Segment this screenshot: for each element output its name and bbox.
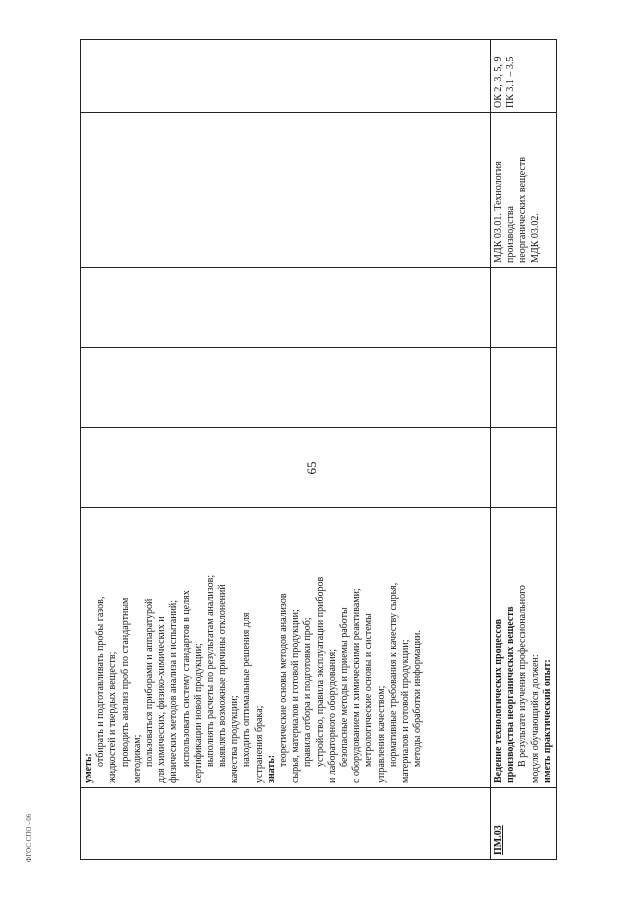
content-line: управления качеством; (375, 685, 387, 783)
content-line: проводить анализ проб по стандартным (119, 597, 131, 767)
footer-code: ФГОС СПО - 06 (25, 813, 33, 863)
cell-empty-3-upper (81, 428, 491, 508)
upper-content-lines (83, 512, 424, 783)
content-line: отбирать и подготавливать пробы газов, (95, 596, 107, 767)
mdk-line: производства (505, 206, 517, 263)
cell-content-upper (81, 508, 491, 788)
content-line: иметь практический опыт: (541, 659, 553, 783)
cell-mdk-upper (81, 113, 491, 268)
content-line: находить оптимальные решения для (241, 612, 253, 767)
content-line: безопасные методы и приемы работы (338, 607, 350, 767)
content-line: и лабораторного оборудования; (326, 648, 338, 783)
content-line: пользоваться приборами и аппаратурой (143, 598, 155, 767)
content-line: нормативные требования к качеству сырья, (387, 582, 399, 767)
cell-empty-4-upper (81, 348, 491, 428)
content-line: выявлять возможные причины отклонений (217, 584, 229, 767)
mdk-line: МДК 03.01. Технология (493, 161, 504, 263)
cell-competencies-lower (491, 40, 557, 113)
mdk-line: неорганических веществ (517, 157, 529, 263)
cell-content-lower (491, 508, 557, 788)
cell-competencies-upper (81, 40, 491, 113)
content-line: устранения брака; (253, 705, 265, 783)
content-line: сертификации новой продукции; (192, 643, 204, 783)
content-line: производства неорганических веществ (505, 606, 517, 783)
content-line: теоретические основы методов анализов (278, 593, 289, 767)
content-line: Ведение технологических процессов (493, 619, 504, 783)
cell-code-upper (81, 788, 491, 860)
module-code: ПМ.03 (493, 825, 504, 855)
table-row-upper (81, 40, 491, 860)
cell-mdk-lower (491, 113, 557, 268)
content-line: жидкостей и твердых веществ; (107, 651, 119, 783)
content-line: с оборудованием и химическими реактивами; (351, 588, 363, 783)
content-line: уметь: (83, 753, 94, 783)
content-line: использовать систему стандартов в целях (180, 590, 192, 767)
content-line: В результате изучения профессионального (517, 585, 529, 767)
cell-empty-5-upper (81, 268, 491, 348)
cell-empty-5-lower (491, 268, 557, 348)
cell-empty-4-lower (491, 348, 557, 428)
content-line: методикам; (131, 734, 143, 783)
content-line: правила отбора и подготовки проб; (302, 617, 314, 767)
content-line: материалов и готовой продукции; (399, 639, 411, 783)
content-line: качества продукции; (229, 695, 241, 783)
content-line: физических методов анализа и испытаний; (168, 599, 180, 783)
lower-content-lines (493, 512, 554, 783)
content-line: для химических, физико-химических и (156, 616, 168, 783)
rotated-table-container (80, 40, 553, 860)
content-line: сырья, материалов и готовой продукции; (290, 609, 302, 783)
curriculum-table (80, 39, 557, 860)
page-number: 65 (304, 461, 319, 475)
content-line: модуля обучающийся должен: (529, 654, 541, 783)
cell-empty-3-lower (491, 428, 557, 508)
content-line: методы обработки информации. (412, 630, 424, 767)
competency-line: ПК 3.1 – 3.5 (505, 56, 517, 108)
content-line: выполнять расчеты по результатам анализов; (204, 574, 216, 767)
content-line: устройство, правила эксплуатации приборов (314, 576, 326, 767)
mdk-line: МДК 03.02. (529, 213, 541, 263)
content-line: знать: (265, 754, 277, 783)
competency-line: ОК 2, 3, 5, 9 (493, 56, 504, 108)
content-line: метрологические основы и системы (363, 613, 375, 767)
table-row-lower (491, 40, 557, 860)
cell-code-lower (491, 788, 557, 860)
